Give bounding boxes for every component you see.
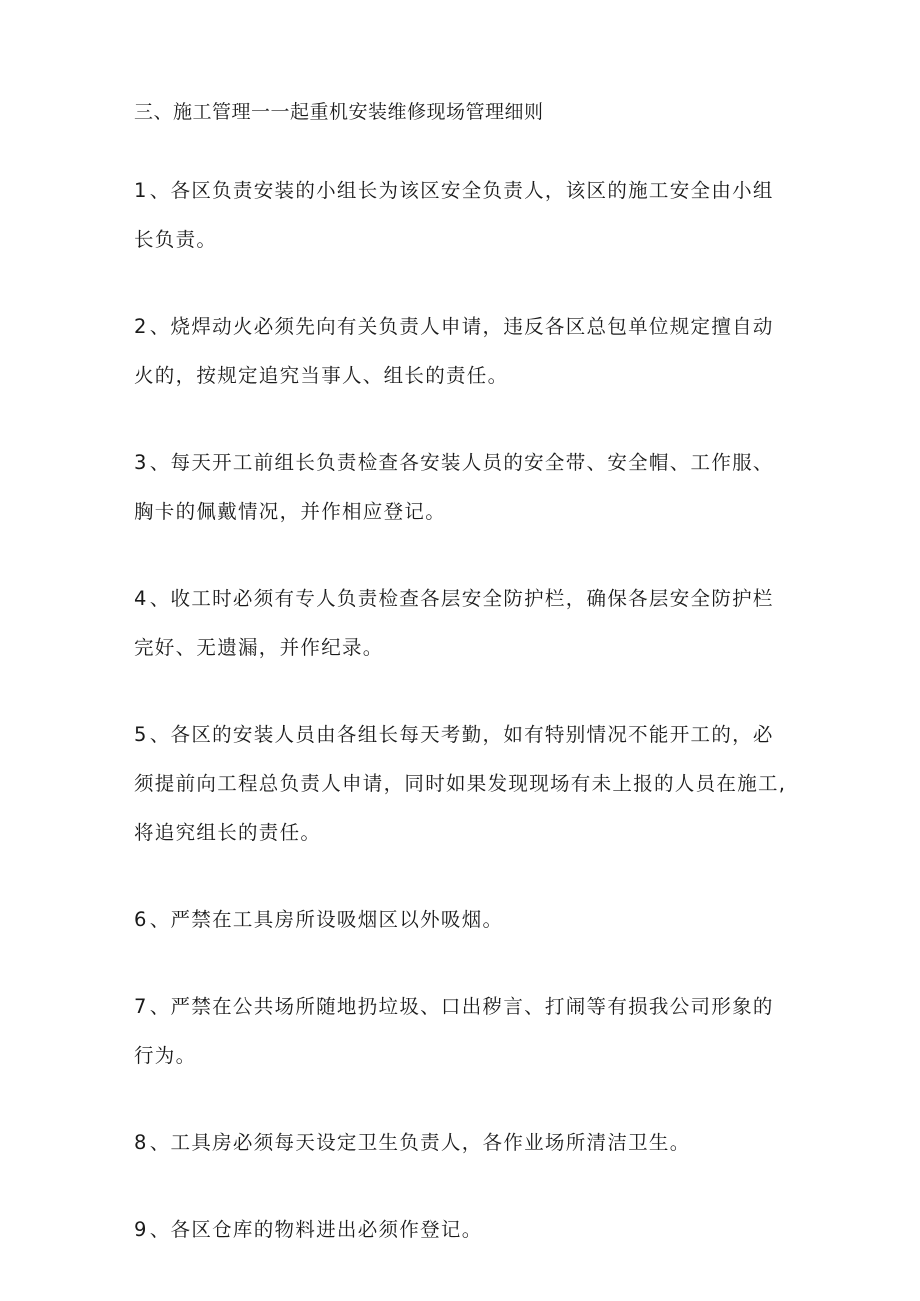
rule-item-8 bbox=[134, 1118, 794, 1167]
rule-number: 9 bbox=[134, 1218, 148, 1241]
rule-item-5 bbox=[134, 710, 794, 857]
rule-number: 2 bbox=[134, 315, 148, 338]
rule-text: 、收工时必须有专人负责检查各层安全防护栏，确保各层安全防护栏完好、无遗漏，并作纪录。 bbox=[134, 587, 774, 659]
document-body bbox=[134, 96, 794, 1292]
rule-number: 1 bbox=[134, 179, 148, 202]
rule-text: 、严禁在公共场所随地扔垃圾、口出秽言、打闹等有损我公司形象的行为。 bbox=[134, 995, 774, 1067]
rule-text: 、工具房必须每天设定卫生负责人，各作业场所清洁卫生。 bbox=[149, 1131, 691, 1154]
rule-item-6 bbox=[134, 895, 794, 944]
document-title: 三、施工管理一一起重机安装维修现场管理细则 bbox=[134, 101, 544, 123]
rule-text: 、各区仓库的物料进出必须作登记。 bbox=[149, 1218, 483, 1241]
rule-text: 、每天开工前组长负责检查各安装人员的安全带、安全帽、工作服、胸卡的佩戴情况，并作相应登记。 bbox=[134, 451, 774, 523]
rule-item-7 bbox=[134, 982, 794, 1080]
rule-text: 、烧焊动火必须先向有关负责人申请，违反各区总包单位规定擅自动火的，按规定追究当事人、组长的责任。 bbox=[134, 315, 774, 387]
rule-item-4 bbox=[134, 574, 794, 672]
rule-text: 、各区的安装人员由各组长每天考勤，如有特别情况不能开工的，必须提前向工程总负责人申请，同时如果发现现场有未上报的人员在施工,将追究组长的责任。 bbox=[134, 723, 787, 844]
rule-number: 7 bbox=[134, 995, 148, 1018]
rule-item-9 bbox=[134, 1205, 794, 1254]
rule-number: 8 bbox=[134, 1131, 148, 1154]
rule-number: 6 bbox=[134, 908, 148, 931]
rule-number: 5 bbox=[134, 723, 148, 746]
rule-item-3 bbox=[134, 438, 794, 536]
rule-item-1 bbox=[134, 166, 794, 264]
rule-number: 3 bbox=[134, 451, 148, 474]
rule-text: 、严禁在工具房所设吸烟区以外吸烟。 bbox=[149, 908, 504, 931]
rule-item-2 bbox=[134, 302, 794, 400]
rule-text: 、各区负责安装的小组长为该区安全负责人，该区的施工安全由小组长负责。 bbox=[134, 179, 774, 251]
rule-number: 4 bbox=[134, 587, 148, 610]
